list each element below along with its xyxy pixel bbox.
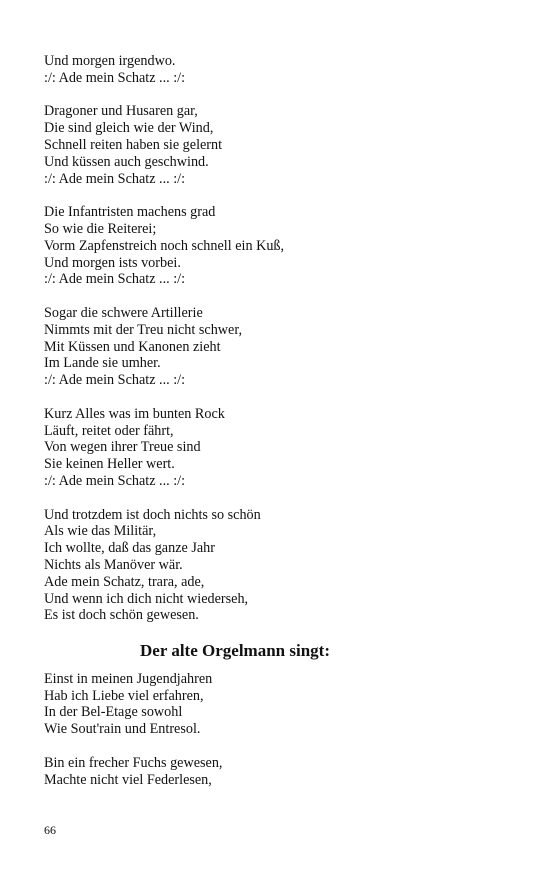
stanza xyxy=(44,204,514,288)
verse-line: In der Bel-Etage sowohl xyxy=(44,704,183,721)
verse-line: Als wie das Militär, xyxy=(44,523,157,540)
verse-line: Es ist doch schön gewesen. xyxy=(44,607,199,624)
stanza xyxy=(44,53,514,87)
verse-line: :/: Ade mein Schatz ... :/: xyxy=(44,472,186,489)
poem-title: Der alte Orgelmann singt: xyxy=(140,640,330,660)
verse-line: Ich wollte, daß das ganze Jahr xyxy=(44,540,215,557)
verse-line: Nimmts mit der Treu nicht schwer, xyxy=(44,321,243,338)
verse-line: :/: Ade mein Schatz ... :/: xyxy=(44,372,186,389)
verse-line: Und trotzdem ist doch nichts so schön xyxy=(44,506,261,523)
verse-line: Läuft, reitet oder fährt, xyxy=(44,422,174,439)
verse-line: So wie die Reiterei; xyxy=(44,220,157,237)
verse-line: Sogar die schwere Artillerie xyxy=(44,304,203,321)
page-number: 66 xyxy=(44,823,56,837)
verse-line: Nichts als Manöver wär. xyxy=(44,556,183,573)
verse-line: Im Lande sie umher. xyxy=(44,355,161,372)
stanza xyxy=(44,103,514,187)
verse-line: Die Infantristen machens grad xyxy=(44,204,216,221)
verse-line: Machte nicht viel Federlesen, xyxy=(44,771,212,788)
verse-line: Dragoner und Husaren gar, xyxy=(44,103,198,120)
stanza xyxy=(44,507,514,625)
verse-line: :/: Ade mein Schatz ... :/: xyxy=(44,69,186,86)
stanza xyxy=(44,406,514,490)
verse-line: Hab ich Liebe viel erfahren, xyxy=(44,687,204,704)
verse-line: Und küssen auch geschwind. xyxy=(44,153,209,170)
verse-line: Einst in meinen Jugendjahren xyxy=(44,670,213,687)
verse-line: Schnell reiten haben sie gelernt xyxy=(44,136,223,153)
verse-line: Ade mein Schatz, trara, ade, xyxy=(44,573,205,590)
text-column xyxy=(44,53,514,805)
verse-line: Kurz Alles was im bunten Rock xyxy=(44,405,225,422)
verse-line: Sie keinen Heller wert. xyxy=(44,456,175,473)
verse-line: :/: Ade mein Schatz ... :/: xyxy=(44,271,186,288)
verse-line: Von wegen ihrer Treue sind xyxy=(44,439,201,456)
verse-line: Mit Küssen und Kanonen zieht xyxy=(44,338,221,355)
verse-line: Wie Sout'rain und Entresol. xyxy=(44,721,201,738)
next-poem xyxy=(44,671,514,789)
verse-line: :/: Ade mein Schatz ... :/: xyxy=(44,170,186,187)
stanza xyxy=(44,755,514,789)
stanza xyxy=(44,305,514,389)
stanza xyxy=(44,671,514,738)
verse-line: Bin ein frecher Fuchs gewesen, xyxy=(44,754,223,771)
verse-line: Und morgen ists vorbei. xyxy=(44,254,181,271)
verse-line: Die sind gleich wie der Wind, xyxy=(44,120,214,137)
verse-line: Und wenn ich dich nicht wiederseh, xyxy=(44,590,249,607)
verse-line: Und morgen irgendwo. xyxy=(44,53,176,69)
poem-continued xyxy=(44,53,514,624)
verse-line: Vorm Zapfenstreich noch schnell ein Kuß, xyxy=(44,237,285,254)
